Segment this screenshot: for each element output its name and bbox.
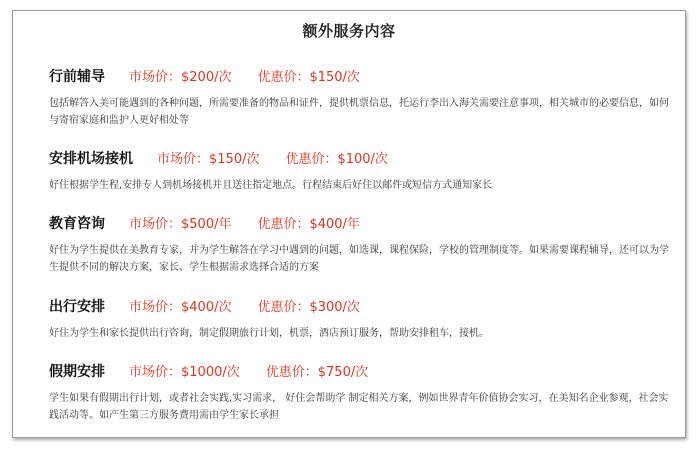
service-description: 好住根据学生程,安排专人到机场接机并且送往指定地点。行程结束后好住以邮件或短信方式通知家长 — [49, 180, 493, 191]
service-pre-departure — [49, 67, 669, 129]
market-price: 市场价：$150/次 — [157, 152, 260, 167]
service-header — [49, 67, 669, 87]
market-price: 市场价：$500/年 — [129, 217, 232, 232]
service-description: 好住为学生和家长提供出行咨询，制定假期旅行计划，机票，酒店预订服务，帮助安排租车，接机。 — [49, 328, 489, 339]
service-travel-arrangement — [49, 297, 669, 342]
discount-price: 优惠价：$400/年 — [257, 217, 360, 232]
discount-price: 优惠价：$150/次 — [257, 70, 360, 85]
service-description: 学生如果有假期出行计划，或者社会实践,实习需求， 好住会帮助学 制定相关方案，例如世界青年价值协会实习，在美知名企业参观，社会实践活动等。如产生第三方服务费用需由学生家长承担 — [49, 393, 669, 421]
service-education-consulting — [49, 214, 669, 276]
service-name: 假期安排 — [49, 364, 105, 380]
service-name: 出行安排 — [49, 299, 105, 315]
service-description: 包括解答入美可能遇到的各种问题，所需要准备的物品和证件，提供机票信息，托运行李出入海关需要注意事项，相关城市的必要信息，如何与寄宿家庭和监护人更好相处等 — [49, 98, 669, 126]
discount-price: 优惠价：$100/次 — [285, 152, 388, 167]
services-panel — [12, 10, 686, 438]
service-holiday-arrangement — [49, 362, 669, 424]
service-header — [49, 362, 669, 382]
service-header — [49, 214, 669, 234]
market-price: 市场价：$1000/次 — [129, 365, 240, 380]
service-header — [49, 149, 669, 169]
service-name: 行前辅导 — [49, 69, 105, 85]
service-header — [49, 297, 669, 317]
market-price: 市场价：$200/次 — [129, 70, 232, 85]
service-name: 安排机场接机 — [49, 151, 133, 167]
service-name: 教育咨询 — [49, 216, 105, 232]
service-description: 好住为学生提供在美教育专家，并为学生解答在学习中遇到的问题，如选课，课程保险，学校的管理制度等。如果需要课程辅导，还可以为学生提供不同的解决方案，家长、学生根据需求选择合适的方案 — [49, 245, 669, 273]
discount-price: 优惠价：$750/次 — [265, 365, 369, 380]
market-price: 市场价：$400/次 — [129, 300, 232, 315]
discount-price: 优惠价：$300/次 — [257, 300, 360, 315]
service-airport-pickup — [49, 149, 669, 194]
page-title: 额外服务内容 — [302, 22, 396, 40]
